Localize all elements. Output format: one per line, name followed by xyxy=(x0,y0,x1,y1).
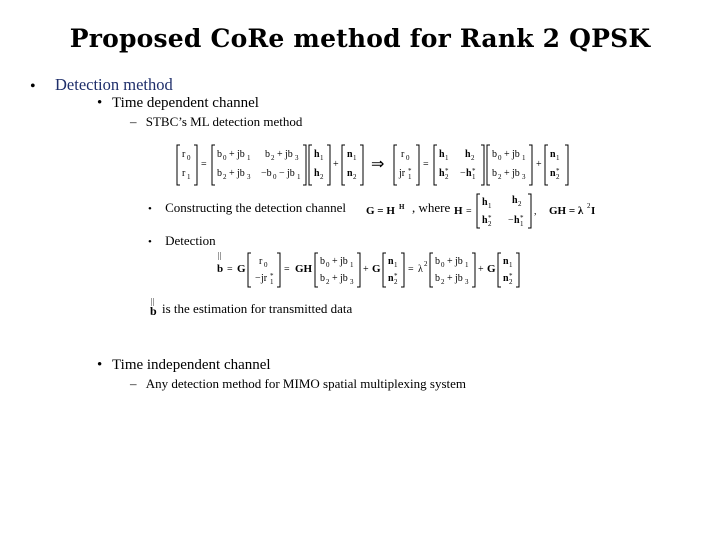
svg-text:1: 1 xyxy=(520,220,524,228)
svg-text:+: + xyxy=(229,168,235,179)
svg-text:GH: GH xyxy=(295,263,313,275)
svg-text:1: 1 xyxy=(247,154,251,162)
svg-text:*: * xyxy=(472,167,476,175)
svg-text:b: b xyxy=(435,256,440,267)
svg-text:λ: λ xyxy=(418,264,423,275)
svg-text:n: n xyxy=(550,168,556,179)
svg-text:jb: jb xyxy=(340,256,348,267)
svg-text:jb: jb xyxy=(455,256,463,267)
svg-text:b: b xyxy=(320,256,325,267)
svg-text:1: 1 xyxy=(353,154,357,162)
svg-text:0: 0 xyxy=(223,154,227,162)
svg-text:2: 2 xyxy=(320,173,324,181)
svg-text:3: 3 xyxy=(350,278,354,286)
svg-text:3: 3 xyxy=(247,173,251,181)
svg-text:+: + xyxy=(277,149,283,160)
svg-text:−b: −b xyxy=(261,168,272,179)
bullet-marker: • xyxy=(148,203,152,215)
svg-text:0: 0 xyxy=(187,154,191,162)
svg-text:jb: jb xyxy=(285,149,293,160)
svg-text:n: n xyxy=(388,256,394,267)
bullet-detection-method: Detection method xyxy=(55,75,173,94)
b-hat-symbol xyxy=(149,298,161,318)
svg-text:+: + xyxy=(478,264,484,275)
svg-text:−: − xyxy=(460,168,466,179)
b-hat-letter: b xyxy=(150,304,157,318)
svg-text:2: 2 xyxy=(394,278,398,286)
svg-text:b: b xyxy=(217,263,224,275)
svg-text:h: h xyxy=(514,215,520,226)
svg-text:b: b xyxy=(492,149,497,160)
page-title: Proposed CoRe method for Rank 2 QPSK xyxy=(69,24,651,53)
bullet-text: Time dependent channel xyxy=(112,95,259,111)
svg-text:jr: jr xyxy=(399,168,406,179)
svg-text:*: * xyxy=(445,167,449,175)
svg-text:*: * xyxy=(394,272,398,280)
svg-text:1: 1 xyxy=(445,154,449,162)
bullet-detection xyxy=(148,233,216,249)
svg-text:h: h xyxy=(314,149,320,160)
svg-text:*: * xyxy=(509,272,513,280)
bullet-marker: • xyxy=(97,95,103,111)
svg-text:=: = xyxy=(466,206,472,217)
svg-text:+: + xyxy=(536,159,542,170)
svg-text:3: 3 xyxy=(295,154,299,162)
bullet-constructing xyxy=(148,200,346,216)
detection-equation xyxy=(215,250,525,292)
svg-text:−: − xyxy=(255,273,261,284)
bullet-marker: • xyxy=(30,78,36,95)
svg-text:h: h xyxy=(439,168,445,179)
svg-text:b: b xyxy=(435,273,440,284)
svg-text:0: 0 xyxy=(441,261,445,269)
svg-text:b: b xyxy=(492,168,497,179)
svg-text:H: H xyxy=(399,203,405,211)
svg-text:h: h xyxy=(466,168,472,179)
svg-text:1: 1 xyxy=(509,261,513,269)
svg-text:||: || xyxy=(151,298,155,306)
stbc-equation xyxy=(175,143,575,188)
svg-text:r: r xyxy=(401,149,405,160)
svg-text:1: 1 xyxy=(522,154,526,162)
svg-text:n: n xyxy=(347,168,353,179)
bhat-note: is the estimation for transmitted data xyxy=(162,301,353,316)
svg-text:+: + xyxy=(332,256,338,267)
bullet-text: STBC’s ML detection method xyxy=(145,114,303,129)
svg-text:2: 2 xyxy=(353,173,357,181)
svg-text:2: 2 xyxy=(498,173,502,181)
svg-text:1: 1 xyxy=(320,154,324,162)
svg-text:1: 1 xyxy=(465,261,469,269)
svg-text:h: h xyxy=(482,197,488,208)
svg-text:=: = xyxy=(201,159,207,170)
bullet-time-dependent xyxy=(97,95,259,112)
svg-text:0: 0 xyxy=(406,154,410,162)
h-matrix-equation xyxy=(452,192,597,232)
svg-text:0: 0 xyxy=(264,261,268,269)
svg-text:1: 1 xyxy=(408,173,412,181)
svg-text:2: 2 xyxy=(509,278,513,286)
g-equals-hh-equation xyxy=(365,201,407,219)
svg-text:+: + xyxy=(447,256,453,267)
svg-text:*: * xyxy=(556,167,560,175)
bullet-text: Constructing the detection channel xyxy=(165,200,346,215)
svg-text:jr: jr xyxy=(261,273,268,284)
svg-text:b: b xyxy=(265,149,270,160)
svg-text:h: h xyxy=(512,195,518,206)
svg-text:0: 0 xyxy=(273,173,277,181)
svg-text:1: 1 xyxy=(488,202,492,210)
bullet-text: Time independent channel xyxy=(112,357,271,373)
svg-text:I: I xyxy=(591,205,596,217)
svg-text:+: + xyxy=(332,273,338,284)
svg-text:h: h xyxy=(439,149,445,160)
svg-text:*: * xyxy=(488,214,492,222)
svg-text:+: + xyxy=(504,149,510,160)
svg-text:2: 2 xyxy=(587,202,591,210)
svg-text:=: = xyxy=(284,264,290,275)
svg-text:2: 2 xyxy=(441,278,445,286)
svg-text:1: 1 xyxy=(270,278,274,286)
svg-text:0: 0 xyxy=(498,154,502,162)
svg-text:+: + xyxy=(333,159,339,170)
svg-text:−: − xyxy=(279,168,285,179)
svg-text:H: H xyxy=(454,205,463,217)
dash-marker: – xyxy=(130,376,137,391)
bullet-text: Any detection method for MIMO spatial multiplexing system xyxy=(145,376,467,391)
svg-text:G: G xyxy=(372,263,381,275)
svg-text:n: n xyxy=(550,149,556,160)
svg-text:*: * xyxy=(270,272,274,280)
svg-text:,: , xyxy=(534,206,537,217)
svg-text:jb: jb xyxy=(455,273,463,284)
svg-text:1: 1 xyxy=(394,261,398,269)
svg-text:2: 2 xyxy=(488,220,492,228)
svg-text:*: * xyxy=(408,167,412,175)
svg-text:jb: jb xyxy=(237,168,245,179)
svg-text:r: r xyxy=(182,149,186,160)
svg-text:2: 2 xyxy=(445,173,449,181)
svg-text:r: r xyxy=(182,168,186,179)
svg-text:1: 1 xyxy=(472,173,476,181)
svg-text:||: || xyxy=(218,251,222,260)
bullet-time-independent xyxy=(97,357,271,374)
svg-text:jb: jb xyxy=(512,149,520,160)
bullet-stbc-ml xyxy=(130,114,302,130)
svg-text:=: = xyxy=(227,264,233,275)
svg-text:h: h xyxy=(482,215,488,226)
svg-text:*: * xyxy=(520,214,524,222)
svg-text:h: h xyxy=(465,149,471,160)
svg-text:2: 2 xyxy=(556,173,560,181)
bullet-text: Detection xyxy=(165,233,216,248)
svg-text:n: n xyxy=(388,273,394,284)
svg-text:2: 2 xyxy=(424,260,428,268)
svg-text:+: + xyxy=(229,149,235,160)
svg-text:G: G xyxy=(487,263,496,275)
svg-text:b: b xyxy=(320,273,325,284)
svg-text:n: n xyxy=(347,149,353,160)
svg-text:2: 2 xyxy=(471,154,475,162)
svg-text:1: 1 xyxy=(556,154,560,162)
svg-text:r: r xyxy=(259,256,263,267)
svg-text:3: 3 xyxy=(465,278,469,286)
dash-marker: – xyxy=(130,114,137,129)
svg-text:h: h xyxy=(314,168,320,179)
svg-text:3: 3 xyxy=(522,173,526,181)
bullet-marker: • xyxy=(148,236,152,248)
g-eq-hh-text: G = H xyxy=(366,205,395,217)
svg-text:+: + xyxy=(447,273,453,284)
svg-text:0: 0 xyxy=(326,261,330,269)
bullet-marker: • xyxy=(97,357,103,373)
svg-text:1: 1 xyxy=(350,261,354,269)
svg-text:b: b xyxy=(217,149,222,160)
svg-text:jb: jb xyxy=(237,149,245,160)
where-text: , where xyxy=(412,200,451,215)
svg-text:2: 2 xyxy=(518,200,522,208)
svg-text:−: − xyxy=(508,215,514,226)
svg-text:2: 2 xyxy=(223,173,227,181)
svg-text:1: 1 xyxy=(187,173,191,181)
svg-text:jb: jb xyxy=(287,168,295,179)
svg-text:2: 2 xyxy=(326,278,330,286)
svg-text:⇒: ⇒ xyxy=(371,156,385,173)
gh-eq-text: GH = λ xyxy=(549,205,584,217)
svg-text:1: 1 xyxy=(297,173,301,181)
svg-text:b: b xyxy=(217,168,222,179)
svg-text:2: 2 xyxy=(271,154,275,162)
svg-text:+: + xyxy=(504,168,510,179)
svg-text:n: n xyxy=(503,273,509,284)
svg-text:=: = xyxy=(408,264,414,275)
svg-text:jb: jb xyxy=(340,273,348,284)
bullet-any-detection xyxy=(130,376,466,392)
svg-text:jb: jb xyxy=(512,168,520,179)
svg-text:G: G xyxy=(237,263,246,275)
svg-text:=: = xyxy=(423,159,429,170)
svg-text:n: n xyxy=(503,256,509,267)
svg-text:+: + xyxy=(363,264,369,275)
